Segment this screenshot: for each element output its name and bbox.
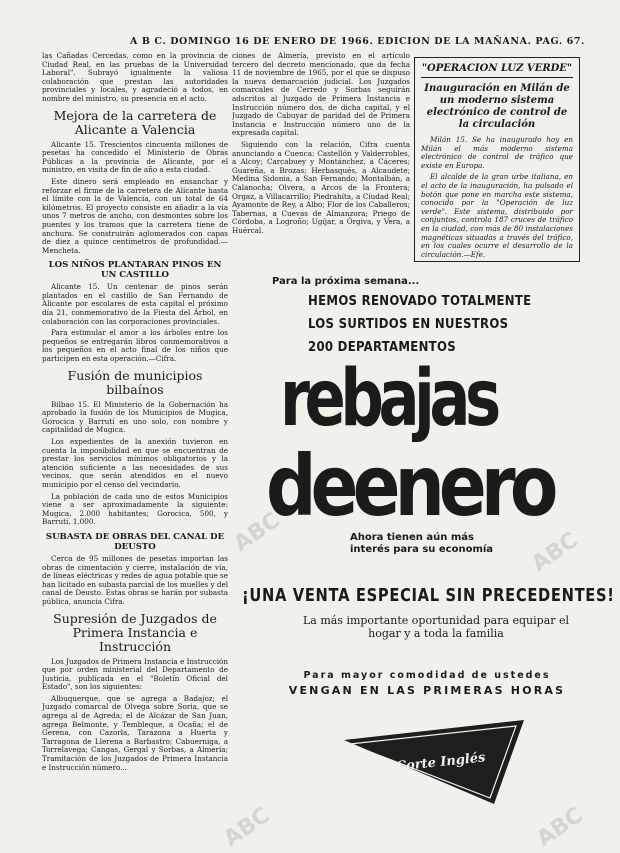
left-column bbox=[42, 52, 228, 842]
middle-column bbox=[232, 52, 410, 266]
article-title-carretera: Mejora de la carretera de Alicante a Valencia bbox=[53, 107, 217, 137]
box-title: "OPERACION LUZ VERDE" bbox=[421, 63, 573, 78]
ad-comodidad: Para mayor comodidad de ustedes bbox=[303, 670, 551, 681]
article-title-pinos: LOS NIÑOS PLANTARAN PINOS EN UN CASTILLO bbox=[48, 260, 222, 281]
page-header: A B C. DOMINGO 16 DE ENERO DE 1966. EDICION DE LA MAÑANA. PAG. 67. bbox=[130, 36, 585, 47]
article-title-juzgados: Supresión de Juzgados de Primera Instancia e Instrucción bbox=[53, 610, 217, 654]
abc-watermark: ABC bbox=[219, 802, 275, 853]
article-paragraph: Este dinero será empleado en ensanchar y reforzar el firme de la carretera de Alicante hasta el límite con la de Valencia, con un total de 64 kilómetros. El proyecto consiste en añadir a la vía unos 7 metros de ancho, con desmontes sobre los puentes y los tramos que la carretera tiene de anchura. Se construirán aglomerados con capas de diez a quince centímetros de profundidad.—Mencheta. bbox=[42, 176, 228, 255]
ad-teaser: Para la próxima semana... bbox=[272, 276, 420, 287]
abc-watermark: ABC bbox=[527, 527, 583, 578]
corte-ingles-logo bbox=[344, 720, 524, 810]
intro-paragraph: las Cañadas Cercedas, como en la provincia de Ciudad Real, en las pruebas de la Universidad Laboral". Subrayó igualmente la valiosa colaboración que prestan las autoridades provinciales y locales, y agradeció a todos, en nombre del ministro, su presencia en el acto. bbox=[42, 52, 228, 103]
box-paragraph: El alcalde de la gran urbe italiana, en el acto de la inauguración, ha pulsado el botón que pone en marcha este sistema, conocido por la "Operación de luz verde". Este sistema, distribuido por conjuntos, controla 187 cruces de tráfico en la ciudad, con más de 80 instalaciones magnéticas situadas a través del tráfico, en los cuales ocurre el desarrollo de la circulación.—Efe. bbox=[421, 172, 573, 259]
abc-watermark: ABC bbox=[229, 507, 285, 558]
article-paragraph: Albuquerque, que se agrega a Badajoz; el Juzgado comarcal de Olvega sobre Soria, que se agrega al de Agreda; el de Alcázar de San Juan, agrega Belmonte, y Tembleque, a Ocaña; el de Gerena, con Cazorla, Tarazona a Huerta y Tarragona de Llerena a Barbastro; Cabuerniga, a Torrelavega; Cangas, Gergal y Sorbas, a Almería; Tramitación de los Juzgados de Primera Instancia e Instrucción número... bbox=[42, 693, 228, 772]
article-paragraph: Para estimular el amor a los árboles entre los pequeños se entregarán libros conmemorativos a los pequeños en el acto final de los niños que participen en esta operación.—Cifra. bbox=[42, 328, 228, 364]
ad-primeras-horas: VENGAN EN LAS PRIMERAS HORAS bbox=[288, 684, 566, 697]
article-paragraph: Los expedientes de la anexión tuvieron en cuenta la imposibilidad en que se encuentran de prestar los servicios mínimos obligatorios y la atención suficiente a las necesidades de sus vecinos, que serán atendidos en el nuevo municipio por el censo del vecindario. bbox=[42, 437, 228, 489]
box-paragraph: Milán 15. Se ha inaugurado hoy en Milán el más moderno sistema electrónico de control de tráfico que existe en Europa. bbox=[421, 135, 573, 170]
article-paragraph: Cerca de 95 millones de pesetas importan las obras de cimentación y cierre, instalación de vía, de líneas eléctricas y redes de agua potable que se han licitado en subasta parcial de los muelles y del canal de Deusto. Estas obras se harán por subasta pública, anuncia Cifra. bbox=[42, 553, 228, 606]
ad-headline-line: HEMOS RENOVADO TOTALMENTE bbox=[308, 294, 532, 309]
article-paragraph: La población de cada uno de estos Municipios viene a ser aproximadamente la siguiente: Mugica, 2.000 habitantes; Gorocica, 500, y Barrutí, 1.000. bbox=[42, 491, 228, 527]
ad-subtitle: La más importante oportunidad para equipar el hogar y a toda la familia bbox=[302, 614, 570, 640]
ad-interest-text: Ahora tienen aún más interés para su economía bbox=[350, 532, 494, 555]
logo-text: El Corte Inglés bbox=[375, 750, 487, 777]
article-paragraph: Alicante 15. Un centenar de pinos serán plantados en el castillo de San Fernando de Alicante por escolares de esta capital el próximo día 21, conmemorativo de la Fiesta del Árbol, en colaboración con las corporaciones provinciales. bbox=[42, 282, 228, 326]
box-subtitle: Inauguración en Milán de un moderno sistema electrónico de control de la circulación bbox=[424, 83, 570, 130]
article-title-fusion: Fusión de municipios bilbaínos bbox=[67, 367, 203, 397]
ad-headline-line: LOS SURTIDOS EN NUESTROS bbox=[308, 317, 509, 332]
abc-watermark: ABC bbox=[532, 802, 588, 853]
ad-headline bbox=[308, 290, 588, 359]
luz-verde-box bbox=[414, 57, 580, 262]
ad-big-deenero: deenero bbox=[266, 437, 553, 535]
ad-headline-line: 200 DEPARTAMENTOS bbox=[308, 340, 456, 355]
article-paragraph: Alicante 15. Trescientos cincuenta millones de pesetas ha concedido el Ministerio de Obras Públicas a la provincia de Alicante, por el ministro, en visita de fin de año a esta ciudad. bbox=[42, 139, 228, 175]
article-paragraph: Siguiendo con la relación, Cifra cuenta anunciando a Cuenca: Castellón y Valderrobles, a Alcoy; Carcabuey y Montánchez, a Cáceres; Guareña, a Brozas; Herbasqués, a Alcaudete; Medina Sidonia, a San Fernando; Montalbán, a Calanocha; Olvera, a Arcos de la Frontera; Orgaz, a Villacarrillo; Piedrahíta, a Ciudad Real; Ayamonte de Rey, a Albo; Flor de los Caballeros; Tabernas, a Cuevas de Almanzora; Priego de Córdoba, a Logroño; Ugíjar, a Órgiva, y Vera, a Huércal. bbox=[232, 139, 410, 235]
article-paragraph: ciones de Almería, previsto en el artículo tercero del decreto mencionado, que da fecha 11 de noviembre de 1965, por el que se dispuso la nueva demarcación judicial. Los Juzgados comarcales de Cerredo y Sorbas seguirán adscritos al Juzgado de Primera Instancia e Instrucción número dos, de dicha capital, y el Juzgado de Cabuyar de paridad del de Primera Instancia e Instrucción número uno de la expresada capital. bbox=[232, 52, 410, 138]
article-title-deusto: SUBASTA DE OBRAS DEL CANAL DE DEUSTO bbox=[45, 531, 225, 552]
ad-big-rebajas: rebajas bbox=[280, 354, 496, 444]
ad-banner: ¡UNA VENTA ESPECIAL SIN PRECEDENTES! bbox=[242, 586, 615, 606]
article-paragraph: Bilbao 15. El Ministerio de la Gobernación ha aprobado la fusión de los Municipios de Mugica, Gorocica y Barrutí en uno solo, con nombre y capitalidad de Mugica. bbox=[42, 399, 228, 435]
rebajas-advertisement bbox=[236, 268, 615, 818]
article-paragraph: Los Juzgados de Primera Instancia e Instrucción que por orden ministerial del Departamento de Justicia, publicada en el "Boletín Oficial del Estado", son los siguientes: bbox=[42, 656, 228, 692]
